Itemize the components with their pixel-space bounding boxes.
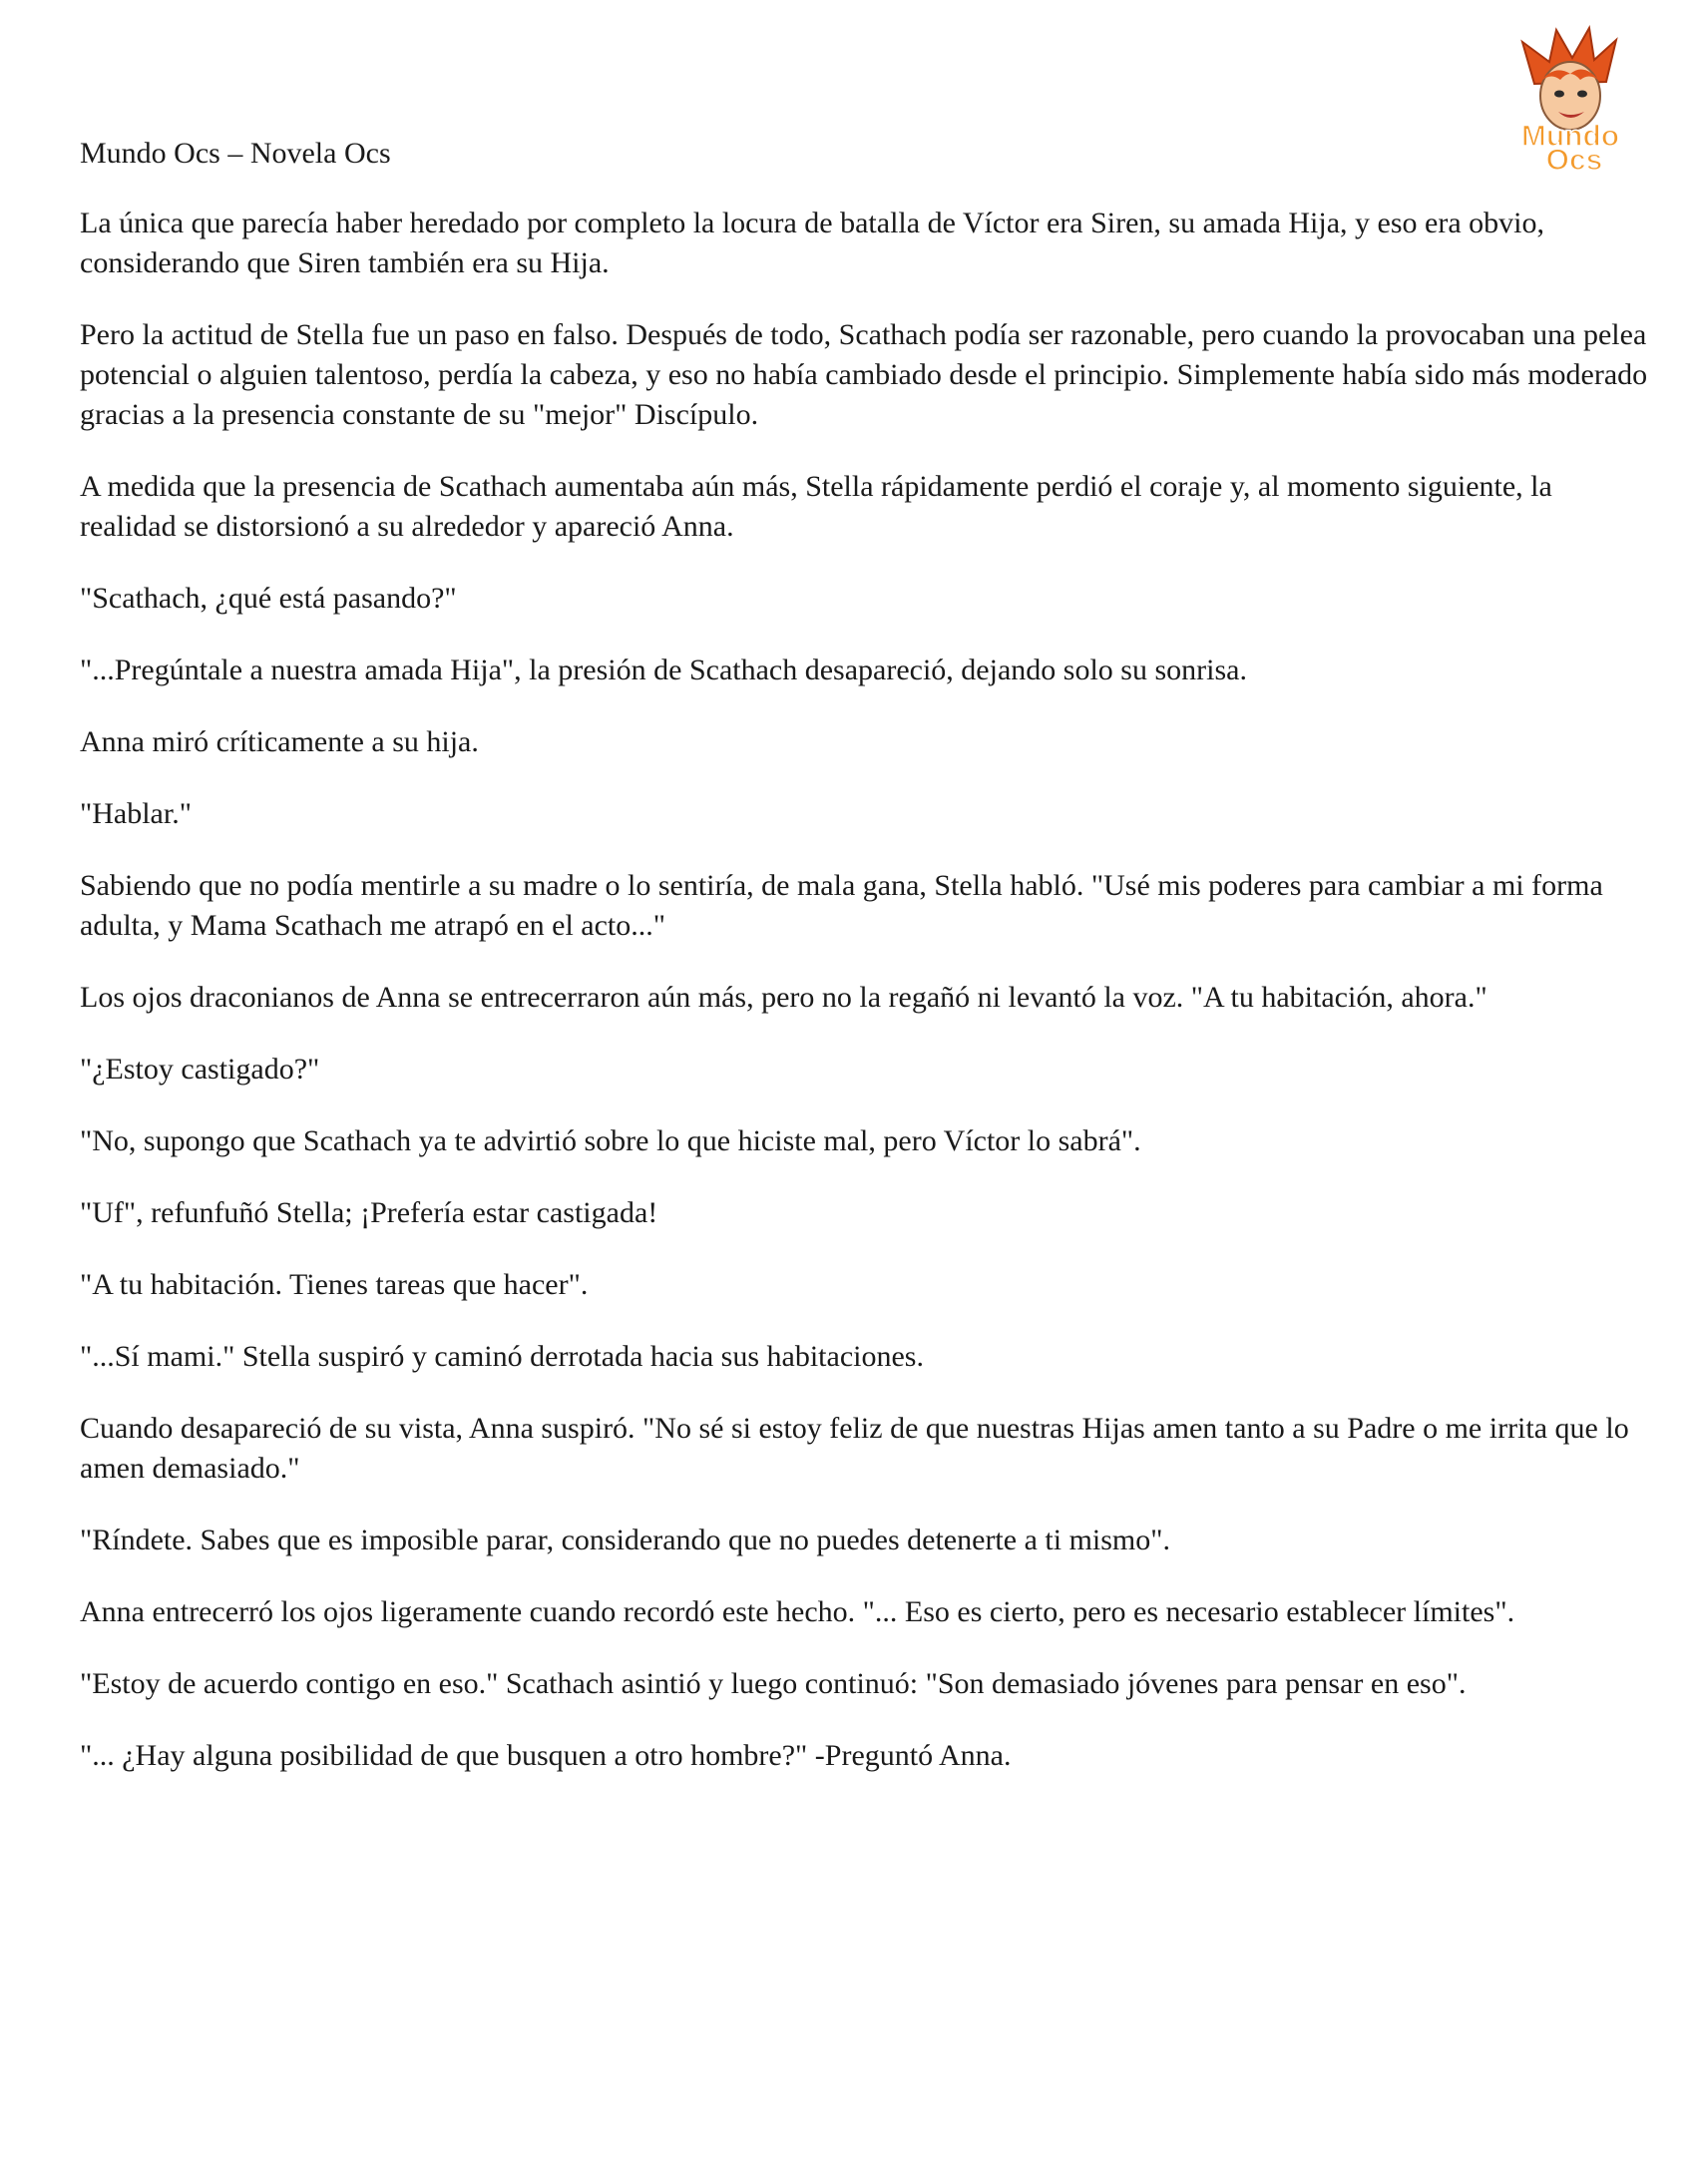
paragraph: Pero la actitud de Stella fue un paso en falso. Después de todo, Scathach podía ser razonable, pero cuando la provocaban una pelea potencial o alguien talentoso, perdía la cabeza, y eso no había cambiado desde el principio. Simplemente había sido más moderado gracias a la presencia constante de su "mejor" Discípulo. [80,318,1648,431]
paragraph: Los ojos draconianos de Anna se entrecerraron aún más, pero no la regañó ni levantó la voz. "A tu habitación, ahora." [80,981,1487,1014]
paragraph: A medida que la presencia de Scathach aumentaba aún más, Stella rápidamente perdió el coraje y, al momento siguiente, la realidad se distorsionó a su alrededor y apareció Anna. [80,470,1552,543]
paragraph: "Hablar." [80,797,192,830]
paragraph: "Estoy de acuerdo contigo en eso." Scathach asintió y luego continuó: "Son demasiado jóvenes para pensar en eso". [80,1667,1467,1700]
paragraph: Cuando desapareció de su vista, Anna suspiró. "No sé si estoy feliz de que nuestras Hijas amen tanto a su Padre o me irrita que lo amen demasiado." [80,1412,1629,1485]
paragraph: "...Pregúntale a nuestra amada Hija", la presión de Scathach desapareció, dejando solo su sonrisa. [80,654,1247,686]
logo-graphic [1494,24,1644,174]
paragraph: "...Sí mami." Stella suspiró y caminó derrotada hacia sus habitaciones. [80,1340,924,1373]
paragraph: Anna entrecerró los ojos ligeramente cuando recordó este hecho. "... Eso es cierto, pero es necesario establecer límites". [80,1595,1515,1628]
paragraph: "No, supongo que Scathach ya te advirtió sobre lo que hiciste mal, pero Víctor lo sabrá". [80,1124,1141,1157]
paragraph: "A tu habitación. Tienes tareas que hacer". [80,1268,589,1301]
paragraph: Anna miró críticamente a su hija. [80,725,479,758]
mundo-ocs-logo [1494,24,1644,174]
logo-text-bottom: Ocs [1545,144,1603,174]
novel-body [80,204,1648,1808]
paragraph: "Ríndete. Sabes que es imposible parar, considerando que no puedes detenerte a ti mismo". [80,1524,1170,1556]
paragraph: "... ¿Hay alguna posibilidad de que busquen a otro hombre?" -Preguntó Anna. [80,1739,1012,1772]
page-header-title: Mundo Ocs – Novela Ocs [80,137,391,170]
paragraph: Sabiendo que no podía mentirle a su madre o lo sentiría, de mala gana, Stella habló. "Usé mis poderes para cambiar a mi forma adulta, y Mama Scathach me atrapó en el acto..." [80,869,1603,942]
paragraph: "Uf", refunfuñó Stella; ¡Prefería estar castigada! [80,1196,658,1229]
paragraph: "Scathach, ¿qué está pasando?" [80,582,457,615]
paragraph: "¿Estoy castigado?" [80,1053,320,1086]
paragraph: La única que parecía haber heredado por completo la locura de batalla de Víctor era Siren, su amada Hija, y eso era obvio, considerando que Siren también era su Hija. [80,207,1544,279]
logo-text-top: Mundo [1520,120,1620,153]
